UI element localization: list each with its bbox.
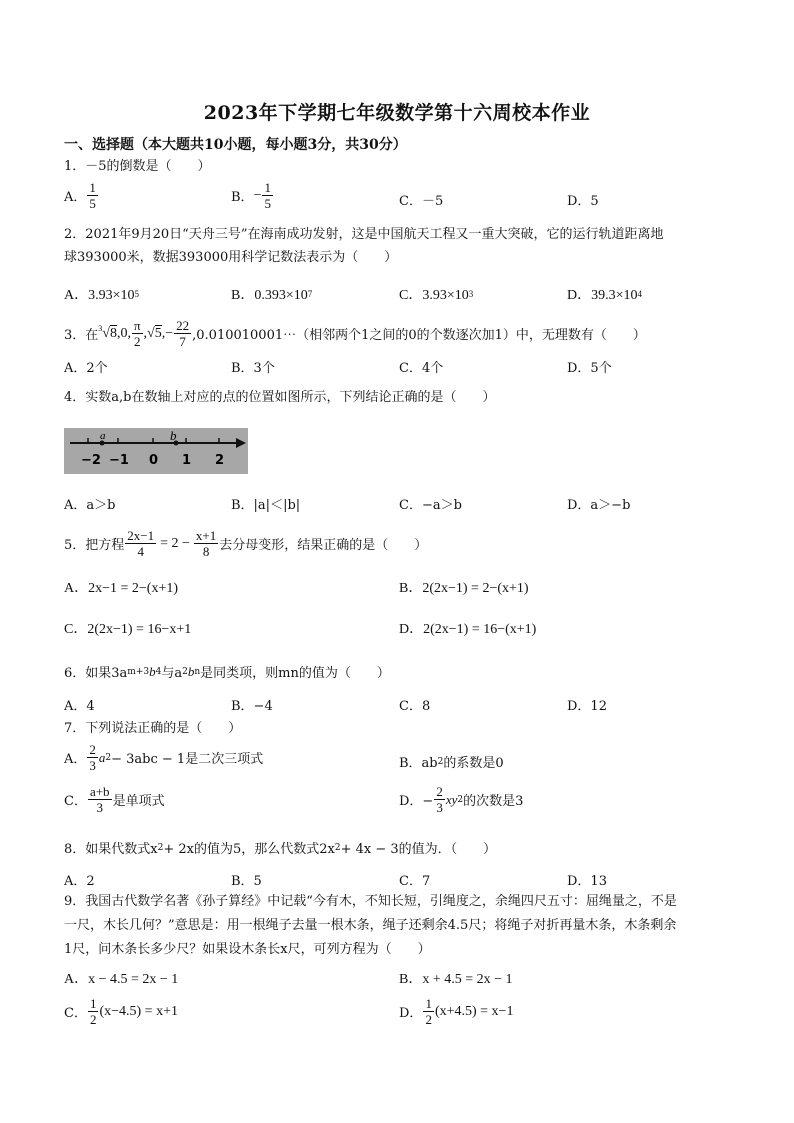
q9-stem-line2: 一尺，木长几何？”意思是：用一根绳子去量一根木条，绳子还剩余4.5尺；将绳子对折再量木条，木条剩余 — [64, 918, 677, 933]
denominator: 3 — [89, 758, 96, 773]
q7-option-b: B．ab 2 的系数是0 — [399, 752, 504, 771]
comma: , — [143, 325, 148, 341]
page-title: 2023年下学期七年级数学第十六周校本作业 — [203, 102, 591, 124]
q2-b-text: B．0.393×10 — [231, 288, 308, 303]
tick-label: −2 — [81, 453, 101, 468]
sqrt-5: √5 — [147, 325, 162, 341]
q9-c-rest: (x−4.5) = x+1 — [99, 1003, 178, 1019]
q7-c-fraction — [88, 784, 112, 815]
q7-a-label: A． — [64, 752, 87, 767]
q2-stem-line2: 球393000米，数据393000用科学记数法表示为（ ） — [64, 250, 398, 265]
radicand: 8 — [109, 325, 117, 341]
q7-option-a: A． $\frac{2}{3}$ a 2 − 3abc − 1是二次三项式 — [64, 742, 264, 773]
numerator: 1 — [89, 180, 96, 195]
q7-d-label: D．− — [399, 794, 434, 809]
q7-a-rest: − 3abc − 1是二次三项式 — [111, 752, 264, 767]
number-line-figure — [64, 428, 248, 474]
fraction-22-7 — [174, 318, 191, 349]
q8-suffix: + 4x − 3的值为．（ ） — [340, 842, 497, 857]
q9-option-a: A．x − 4.5 = 2x − 1 — [64, 972, 179, 987]
denominator: 7 — [179, 334, 186, 349]
q1-a-label: A． — [64, 190, 87, 205]
q7-option-c — [64, 784, 165, 815]
denominator: 3 — [96, 800, 103, 815]
q3-zero: ,0, — [116, 325, 131, 341]
q5-prefix: 5．把方程 — [64, 538, 125, 553]
denominator: 8 — [202, 544, 210, 559]
q8-option-d: D．13 — [567, 874, 607, 889]
numerator: 1 — [425, 996, 432, 1011]
q3-tail: ,0.010010001⋯（相邻两个1之间的0的个数逐次加1）中，无理数有（ ） — [192, 328, 646, 343]
numerator: 22 — [176, 318, 190, 333]
denominator: 5 — [89, 196, 96, 211]
q3-option-a: A．2个 — [64, 361, 108, 376]
q9-d-label: D． — [399, 1006, 423, 1021]
q2-option-d: D．39.3×10 4 — [567, 284, 642, 304]
q3-option-d: D．5个 — [567, 361, 612, 376]
q9-stem-line3: 1尺，问木条长多少尺？如果设木条长x尺，可列方程为（ ） — [64, 942, 431, 957]
q5-option-b: B．2(2x−1) = 2−(x+1) — [399, 581, 529, 596]
numerator: π — [133, 318, 141, 333]
q6-mid: 与a — [161, 666, 183, 681]
comma-minus: ,− — [161, 325, 174, 341]
numerator: 1 — [89, 996, 97, 1011]
number-line-svg — [64, 428, 248, 474]
q4-option-b: B．|a|＜|b| — [231, 498, 301, 513]
q1-b-label: B． — [231, 190, 254, 205]
q5-stem — [64, 528, 427, 559]
q8-option-b: B．5 — [231, 874, 262, 889]
q9-d-rest: (x+4.5) = x−1 — [434, 1003, 514, 1019]
q2-c-text: C．3.93×10 — [399, 288, 469, 303]
q9-option-d — [399, 996, 513, 1027]
q7-option-d: D．− $\frac{2}{3}$ xy 2 的次数是3 — [399, 784, 524, 815]
q5-suffix: 去分母变形，结果正确的是（ ） — [219, 538, 428, 553]
denominator: 2 — [425, 1012, 432, 1027]
pi-over-2 — [132, 318, 143, 349]
q9-d-fraction — [423, 996, 434, 1027]
tick-label: 1 — [182, 453, 192, 468]
q1-option-b — [231, 180, 274, 211]
var-a: a — [98, 749, 106, 765]
denominator: 2 — [134, 334, 141, 349]
q5-equals: = 2 − — [160, 535, 190, 551]
q7-c-rest: 是单项式 — [112, 794, 165, 809]
q5-option-c: C．2(2x−1) = 16−x+1 — [64, 622, 192, 637]
q9-stem-line1: 9．我国古代数学名著《孙子算经》中记载“今有木，不知长短，引绳度之，余绳四尺五寸：屈绳量之，不是 — [64, 894, 677, 909]
q6-suffix: 是同类项，则mn的值为（ ） — [200, 666, 390, 681]
var-b: b — [187, 663, 195, 679]
q8-prefix: 8．如果代数式x — [64, 842, 158, 857]
q6-prefix: 6．如果3a — [64, 666, 128, 681]
q6-option-a: A．4 — [64, 699, 95, 714]
q5-option-a: A．2x−1 = 2−(x+1) — [64, 581, 179, 596]
label-a: a — [100, 430, 106, 442]
q9-c-fraction — [88, 996, 99, 1027]
q9-option-b: B．x + 4.5 = 2x − 1 — [399, 972, 513, 987]
q6-option-c: C．8 — [399, 699, 431, 714]
q7-d-rest: 的次数是3 — [463, 794, 524, 809]
q1-option-a — [64, 180, 99, 211]
q1-option-c: C．－5 — [399, 194, 444, 209]
q7-b-text: B．ab — [399, 756, 438, 771]
q1-a-fraction — [87, 180, 98, 211]
q7-stem: 7．下列说法正确的是（ ） — [64, 721, 242, 736]
q5-fraction-2 — [194, 528, 218, 559]
q8-stem: 8．如果代数式x 2 + 2x的值为5，那么代数式2x 2 + 4x − 3的值为．（ ） — [64, 838, 496, 857]
q7-b-rest: 的系数是0 — [443, 756, 504, 771]
q5-option-d: D．2(2x−1) = 16−(x+1) — [399, 622, 537, 637]
numerator: 2 — [89, 742, 96, 757]
q2-stem-line1: 2．2021年9月20日“天舟三号”在海南成功发射，这是中国航天工程又一重大突破，它的运行轨道距离地 — [64, 227, 664, 242]
q2-option-c: C．3.93×10 3 — [399, 284, 473, 304]
q3-prefix: 3．在 — [64, 328, 99, 343]
root-index: 3 — [98, 323, 103, 333]
q9-option-c — [64, 996, 178, 1027]
q7-c-label: C． — [64, 794, 87, 809]
minus-sign: − — [253, 187, 262, 203]
q3-option-c: C．4个 — [399, 361, 444, 376]
q3-option-b: B．3个 — [231, 361, 275, 376]
q6-option-b: B．−4 — [231, 699, 273, 714]
numerator: a+b — [89, 784, 110, 799]
numerator: x+1 — [195, 528, 217, 543]
q7-a-fraction — [87, 742, 98, 773]
section-heading: 一、选择题（本大题共10小题，每小题3分，共30分） — [64, 137, 407, 153]
denominator: 2 — [89, 1012, 97, 1027]
q2-option-b: B．0.393×10 7 — [231, 284, 312, 304]
denominator: 3 — [436, 800, 443, 815]
tick-label: 2 — [215, 453, 225, 468]
label-b: b — [170, 428, 177, 443]
q2-d-text: D．39.3×10 — [567, 288, 638, 303]
q9-c-label: C． — [64, 1006, 87, 1021]
var-b: b — [149, 663, 156, 679]
tick-label: 0 — [149, 453, 159, 468]
q4-option-c: C．−a＞b — [399, 498, 462, 513]
var-xy: xy — [445, 791, 458, 807]
q3-stem — [64, 318, 646, 349]
q1-stem: 1．－5的倒数是（ ） — [64, 159, 211, 174]
q1-option-d: D．5 — [567, 194, 599, 209]
cube-root-8: $^3$√8 — [98, 323, 117, 341]
q5-fraction-1 — [125, 528, 156, 559]
numerator: 2 — [436, 784, 443, 799]
q6-option-d: D．12 — [567, 699, 607, 714]
q4-stem: 4．实数a,b在数轴上对应的点的位置如图所示，下列结论正确的是（ ） — [64, 390, 496, 405]
q7-d-fraction — [434, 784, 445, 815]
q4-option-d: D．a＞−b — [567, 498, 631, 513]
q1-b-fraction — [262, 180, 273, 211]
q8-option-a: A．2 — [64, 874, 95, 889]
arrow-head-icon — [236, 438, 246, 448]
radicand: 5 — [154, 325, 162, 341]
numerator: 2x−1 — [127, 528, 155, 543]
denominator: 4 — [137, 544, 144, 559]
q8-option-c: C．7 — [399, 874, 431, 889]
q2-a-text: A．3.93×10 — [64, 288, 135, 303]
denominator: 5 — [264, 196, 271, 211]
q8-mid: + 2x的值为5，那么代数式2x — [163, 842, 335, 857]
q4-option-a: A．a＞b — [64, 498, 116, 513]
q6-stem: 6．如果3a m+3 b 4 与a 2 b n 是同类项，则mn的值为（ ） — [64, 663, 390, 681]
q2-option-a: A．3.93×10 5 — [64, 284, 139, 304]
tick-label: −1 — [109, 453, 129, 468]
numerator: 1 — [264, 180, 271, 195]
